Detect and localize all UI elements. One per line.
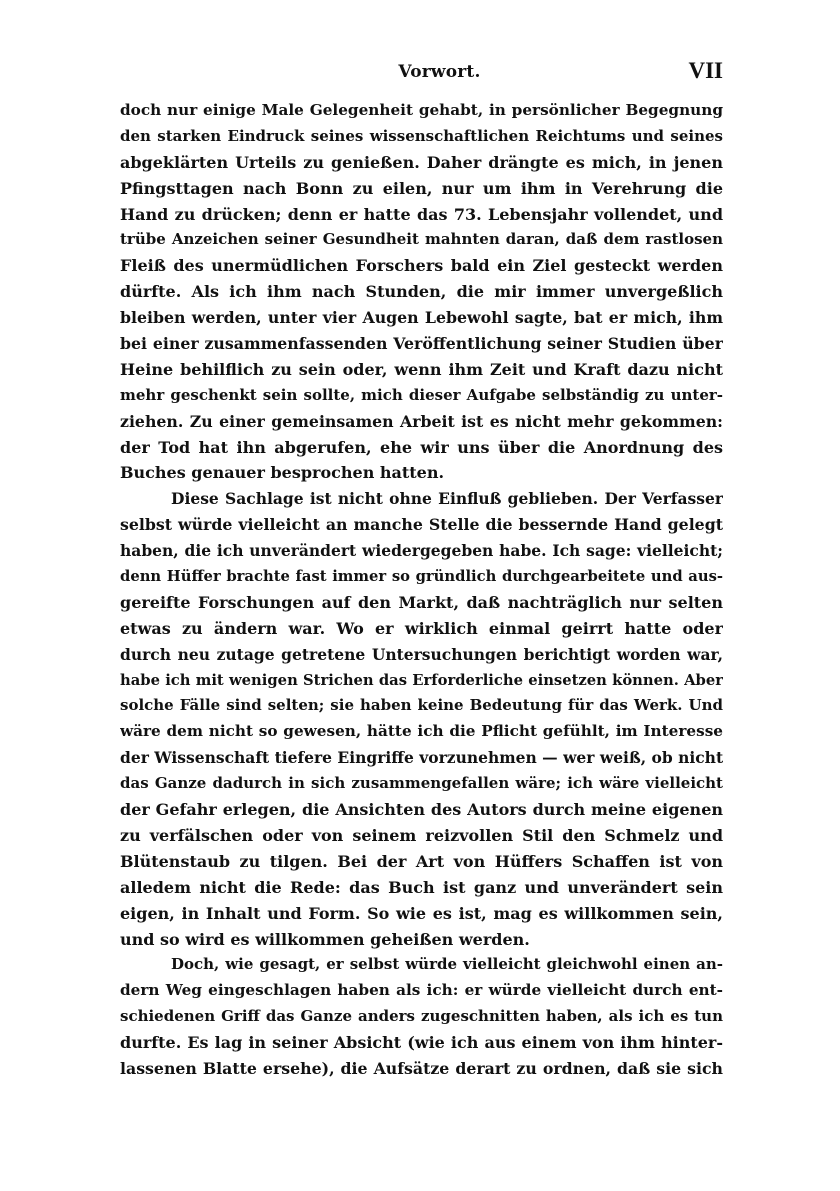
text-line: Doch, wie gesagt, er selbst würde vielleicht gleichwohl einen an- (171, 955, 723, 974)
text-line: dürfte. Als ich ihm nach Stunden, die mir immer unvergeßlich (120, 282, 723, 302)
text-line: Heine behilflich zu sein oder, wenn ihm Zeit und Kraft dazu nicht (120, 359, 723, 379)
text-line: Fleiß des unermüdlichen Forschers bald ein Ziel gesteckt werden (120, 256, 723, 276)
text-line: der Tod hat ihn abgerufen, ehe wir uns über die Anordnung des (120, 437, 723, 457)
paragraph (120, 98, 723, 486)
text-line: bleiben werden, unter vier Augen Lebewohl sagte, bat er mich, ihm (120, 308, 723, 328)
text-line: ziehen. Zu einer gemeinsamen Arbeit ist es nicht mehr gekommen: (120, 411, 723, 431)
text-line: der Gefahr erlegen, die Ansichten des Autors durch meine eigenen (120, 800, 723, 820)
text-line: mehr geschenkt sein sollte, mich dieser Aufgabe selbständig zu unter- (120, 385, 723, 404)
text-line: das Ganze dadurch in sich zusammengefallen wäre; ich wäre vielleicht (120, 774, 723, 793)
text-line: alledem nicht die Rede: das Buch ist ganz und unverändert sein (120, 877, 723, 897)
text-line: und so wird es willkommen geheißen werden. (120, 929, 530, 949)
text-line: Hand zu drücken; denn er hatte das 73. Lebensjahr vollendet, und (120, 204, 723, 224)
text-line: solche Fälle sind selten; sie haben keine Bedeutung für das Werk. Und (120, 696, 723, 715)
running-head (120, 58, 723, 90)
text-line: den starken Eindruck seines wissenschaftlichen Reichtums und seines (120, 126, 723, 145)
text-line: Diese Sachlage ist nicht ohne Einfluß geblieben. Der Verfasser (171, 489, 723, 509)
text-line: gereifte Forschungen auf den Markt, daß nachträglich nur selten (120, 592, 723, 612)
text-line: etwas zu ändern war. Wo er wirklich einmal geirrt hatte oder (120, 618, 723, 638)
text-line: Buches genauer besprochen hatten. (120, 463, 445, 483)
text-line: bei einer zusammenfassenden Veröffentlichung seiner Studien über (120, 334, 723, 354)
text-line: eigen, in Inhalt und Form. So wie es ist, mag es willkommen sein, (120, 903, 723, 923)
text-line: durfte. Es lag in seiner Absicht (wie ich aus einem von ihm hinter- (120, 1033, 723, 1053)
text-line: lassenen Blatte ersehe), die Aufsätze derart zu ordnen, daß sie sich (120, 1058, 723, 1078)
page-number: VII (688, 58, 723, 83)
paragraph (120, 486, 723, 952)
text-line: denn Hüffer brachte fast immer so gründlich durchgearbeitete und aus- (120, 568, 723, 586)
text-line: der Wissenschaft tiefere Eingriffe vorzunehmen — wer weiß, ob nicht (120, 748, 723, 768)
text-line: trübe Anzeichen seiner Gesundheit mahnten daran, daß dem rastlosen (120, 230, 723, 249)
text-line: doch nur einige Male Gelegenheit gehabt, in persönlicher Begegnung (120, 101, 723, 119)
text-line: schiedenen Griff das Ganze anders zugeschnitten haben, als ich es tun (120, 1007, 723, 1026)
text-line: selbst würde vielleicht an manche Stelle die bessernde Hand gelegt (120, 515, 723, 535)
text-line: Pfingsttagen nach Bonn zu eilen, nur um ihm in Verehrung die (120, 178, 723, 198)
text-line: abgeklärten Urteils zu genießen. Daher drängte es mich, in jenen (120, 152, 723, 172)
paragraph (120, 952, 723, 1081)
text-line: Blütenstaub zu tilgen. Bei der Art von Hüffers Schaffen ist von (120, 851, 723, 871)
text-line: dern Weg eingeschlagen haben als ich: er würde vielleicht durch ent- (120, 981, 723, 1000)
running-head-title: Vorwort. (398, 62, 481, 82)
body-text (120, 98, 723, 1082)
text-line: habe ich mit wenigen Strichen das Erforderliche einsetzen können. Aber (120, 671, 723, 689)
text-line: wäre dem nicht so gewesen, hätte ich die Pflicht gefühlt, im Interesse (120, 722, 723, 741)
text-line: zu verfälschen oder von seinem reizvollen Stil den Schmelz und (120, 825, 723, 845)
text-line: haben, die ich unverändert wiedergegeben habe. Ich sage: vielleicht; (120, 541, 723, 561)
text-line: durch neu zutage getretene Untersuchungen berichtigt worden war, (120, 644, 723, 664)
